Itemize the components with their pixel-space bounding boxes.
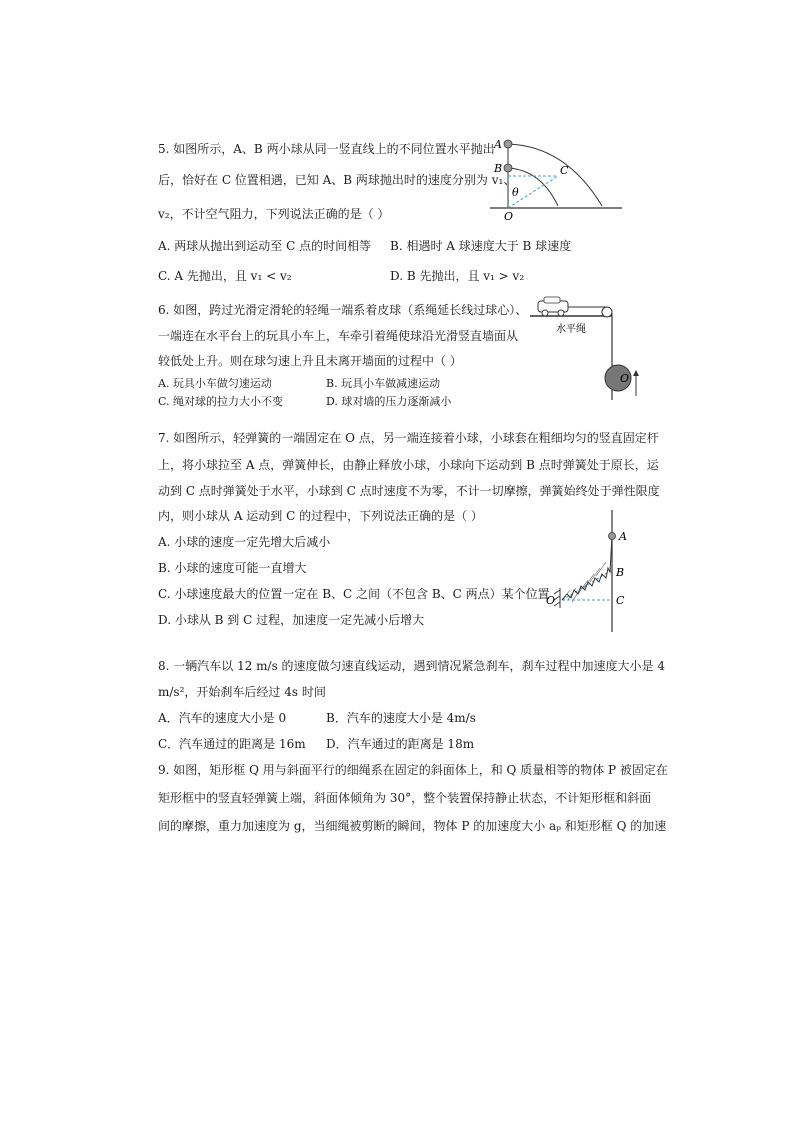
- q5-label-theta: θ: [512, 186, 519, 199]
- q5-line-2: 后，恰好在 C 位置相遇，已知 A、B 两球抛出时的速度分别为 v₁、: [158, 173, 516, 187]
- q7-option-a: A. 小球的速度一定先增大后减小: [158, 535, 331, 549]
- q6-option-d: D. 球对墙的压力逐渐减小: [326, 395, 452, 408]
- q7-line-1: 7. 如图所示，轻弹簧的一端固定在 O 点，另一端连接着小球，小球套在粗细均匀的竖直固定杆: [158, 431, 659, 445]
- q5-line-1: 5. 如图所示，A、B 两小球从同一竖直线上的不同位置水平抛出: [158, 142, 495, 156]
- q8-line-2: m/s²，开始刹车后经过 4s 时间: [158, 685, 326, 699]
- q5-option-a: A. 两球从抛出到运动至 C 点的时间相等: [158, 239, 372, 253]
- q5-trajectory-a: [508, 144, 602, 206]
- q9-line-1: 9. 如图，矩形框 Q 用与斜面平行的细绳系在固定的斜面体上，和 Q 质量相等的物体 P 被固定在: [158, 763, 668, 777]
- q7-line-3: 动到 C 点时弹簧处于水平，小球到 C 点时速度不为零，不计一切摩擦，弹簧始终处于弹性限度: [158, 484, 660, 498]
- q5-line-3: v₂，不计空气阻力，下列说法正确的是（ ）: [158, 207, 390, 221]
- q7-line-2: 上，将小球拉至 A 点，弹簧伸长，由静止释放小球，小球向下运动到 B 点时弹簧处于原长，运: [158, 458, 659, 472]
- q7-label-o: O: [546, 594, 556, 607]
- q7-label-b: B: [616, 566, 625, 579]
- q6-option-c: C. 绳对球的拉力大小不变: [158, 395, 284, 408]
- q7-spring-hatch: [564, 562, 606, 602]
- q5-label-c: C: [560, 164, 569, 177]
- q7-line-4: 内，则小球从 A 运动到 C 的过程中，下列说法正确的是（ ）: [158, 509, 483, 523]
- q6-line-1: 6. 如图，跨过光滑定滑轮的轻绳一端系着皮球（系绳延长线过球心）、: [158, 303, 528, 317]
- q5-ball-b: [504, 164, 512, 172]
- q7-label-c: C: [616, 594, 625, 607]
- q6-label-o: O: [620, 372, 630, 385]
- q5-label-o: O: [504, 210, 514, 222]
- q7-option-c: C. 小球速度最大的位置一定在 B、C 之间（不包含 B、C 两点）某个位置: [158, 587, 550, 601]
- q7-spring-figure: [540, 508, 636, 636]
- q5-option-c: C. A 先抛出，且 v₁ < v₂: [158, 269, 292, 283]
- q6-toy-car-cabin: [544, 297, 560, 303]
- q6-pulley: [602, 307, 612, 317]
- q9-line-3: 间的摩擦，重力加速度为 g，当细绳被剪断的瞬间，物体 P 的加速度大小 aₚ 和矩形框 Q 的加速: [158, 819, 667, 833]
- q6-option-b: B. 玩具小车做减速运动: [326, 377, 441, 390]
- q7-ball: [609, 533, 616, 540]
- q5-projectile-figure: [486, 132, 626, 222]
- q8-line-1: 8. 一辆汽车以 12 m/s 的速度做匀速直线运动，遇到情况紧急刹车，刹车过程中加速度大小是 4: [158, 659, 666, 673]
- q6-label-rope: 水平绳: [556, 324, 586, 335]
- q7-label-a: A: [619, 530, 627, 543]
- q5-ball-a: [504, 140, 512, 148]
- q6-line-2: 一端连在水平台上的玩具小车上，车牵引着绳使球沿光滑竖直墙面从: [158, 329, 519, 343]
- q6-car-wheel-front: [558, 310, 564, 316]
- q6-up-arrow-head: [633, 370, 639, 376]
- q6-line-3: 较低处上升。则在球匀速上升且未离开墙面的过程中（ ）: [158, 354, 462, 368]
- q5-label-b: B: [494, 162, 503, 175]
- q6-option-a: A. 玩具小车做匀速运动: [158, 377, 272, 390]
- q5-label-a: A: [494, 138, 502, 151]
- q7-option-d: D. 小球从 B 到 C 过程，加速度一定先减小后增大: [158, 613, 425, 627]
- q8-option-d: D．汽车通过的距离是 18m: [326, 737, 475, 751]
- q8-option-b: B．汽车的速度大小是 4m/s: [326, 711, 476, 725]
- q6-car-wheel-rear: [542, 310, 548, 316]
- q8-option-c: C．汽车通过的距离是 16m: [158, 737, 306, 751]
- q5-option-b: B. 相遇时 A 球速度大于 B 球速度: [390, 239, 572, 253]
- q6-pulley-figure: [528, 292, 646, 402]
- q5-option-d: D. B 先抛出，且 v₁ > v₂: [390, 269, 525, 283]
- q9-line-2: 矩形框中的竖直轻弹簧上端，斜面体倾角为 30°，整个装置保持静止状态，不计矩形框和斜面: [158, 791, 652, 805]
- q8-option-a: A．汽车的速度大小是 0: [158, 711, 287, 725]
- q7-option-b: B. 小球的速度可能一直增大: [158, 561, 307, 575]
